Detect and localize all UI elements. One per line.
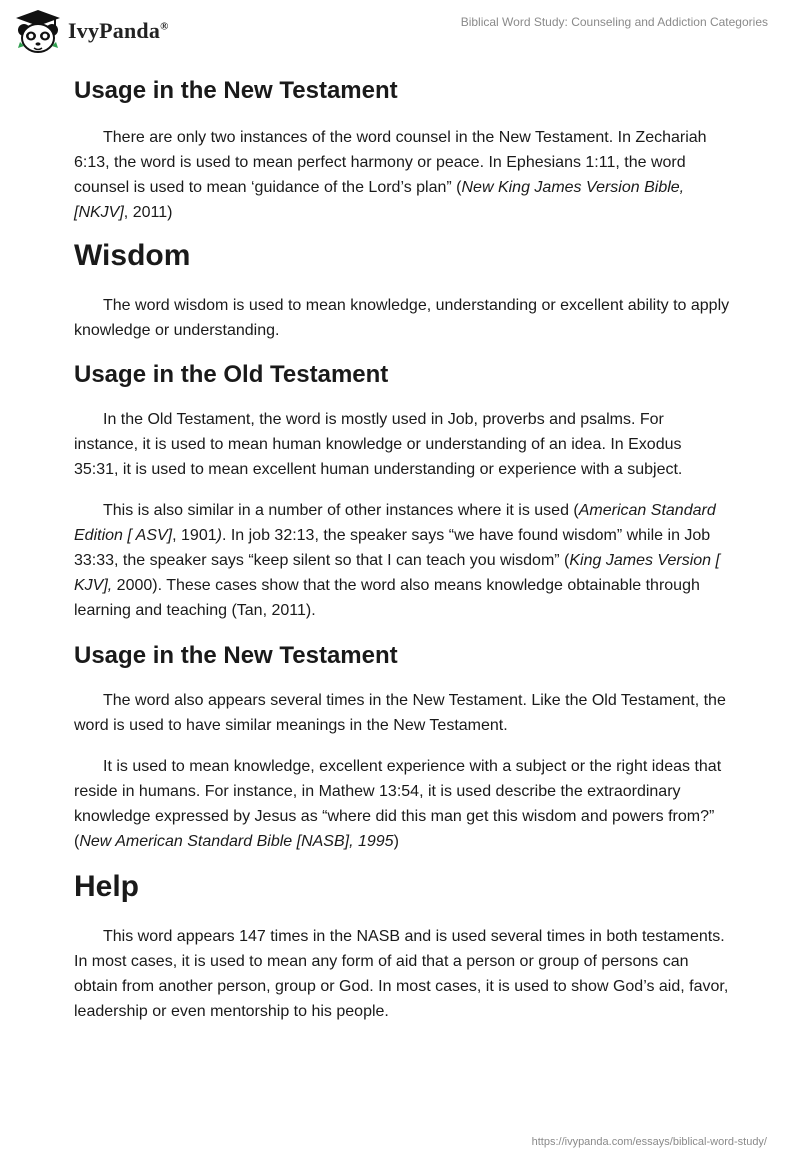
- section-heading: Help: [74, 870, 140, 903]
- paragraph: In the Old Testament, the word is mostly used in Job, proverbs and psalms. For instance, it is used to mean human knowledge or understanding of an idea. In Exodus 35:31, it is used to mean excellent human understanding or experience with a subject.: [74, 411, 683, 478]
- brand-name: IvyPanda®: [68, 18, 169, 43]
- paragraph: There are only two instances of the word counsel in the New Testament. In Zechariah 6:13, the word is used to mean perfect harmony or peace. In Ephesians 1:11, the word counsel is used to mean ‘guidance of the Lord’s plan” (New King James Version Bible, [NKJV], 2011): [74, 129, 707, 221]
- document-body: [74, 72, 730, 1024]
- section-heading: Usage in the New Testament: [74, 77, 398, 104]
- document-title: Biblical Word Study: Counseling and Addiction Categories: [460, 15, 768, 29]
- section-heading: Usage in the New Testament: [74, 642, 398, 669]
- brand-logo[interactable]: [14, 8, 169, 54]
- panda-graduate-icon: [14, 8, 62, 54]
- paragraph: This is also similar in a number of other instances where it is used (American Standard Edition [ ASV], 1901). In job 32:13, the speaker says “we have found wisdom” while in Job 33:33, the speaker says “keep silent so that I can teach you wisdom” (King James Version [ KJV], 2000). These cases show that the word also means knowledge obtainable through learning and teaching (Tan, 2011).: [74, 502, 720, 619]
- paragraph: The word also appears several times in the New Testament. Like the Old Testament, the word is used to have similar meanings in the New Testament.: [74, 692, 726, 734]
- section-heading: Wisdom: [74, 239, 191, 272]
- paragraph: The word wisdom is used to mean knowledge, understanding or excellent ability to apply knowledge or understanding.: [74, 297, 730, 339]
- paragraph: It is used to mean knowledge, excellent experience with a subject or the right ideas that reside in humans. For instance, in Mathew 13:54, it is used describe the extraordinary knowledge expressed by Jesus as “where did this man get this wisdom and powers from?” (New American Standard Bible [NASB], 1995): [74, 758, 722, 850]
- paragraph: This word appears 147 times in the NASB and is used several times in both testaments. In most cases, it is used to mean any form of aid that a person or group of persons can obtain from another person, group or God. In most cases, it is used to show God’s aid, favor, leadership or even mentorship to his people.: [74, 928, 729, 1020]
- page-header: [0, 0, 800, 64]
- section-heading: Usage in the Old Testament: [74, 361, 389, 388]
- source-url[interactable]: https://ivypanda.com/essays/biblical-word-study/: [531, 1136, 767, 1148]
